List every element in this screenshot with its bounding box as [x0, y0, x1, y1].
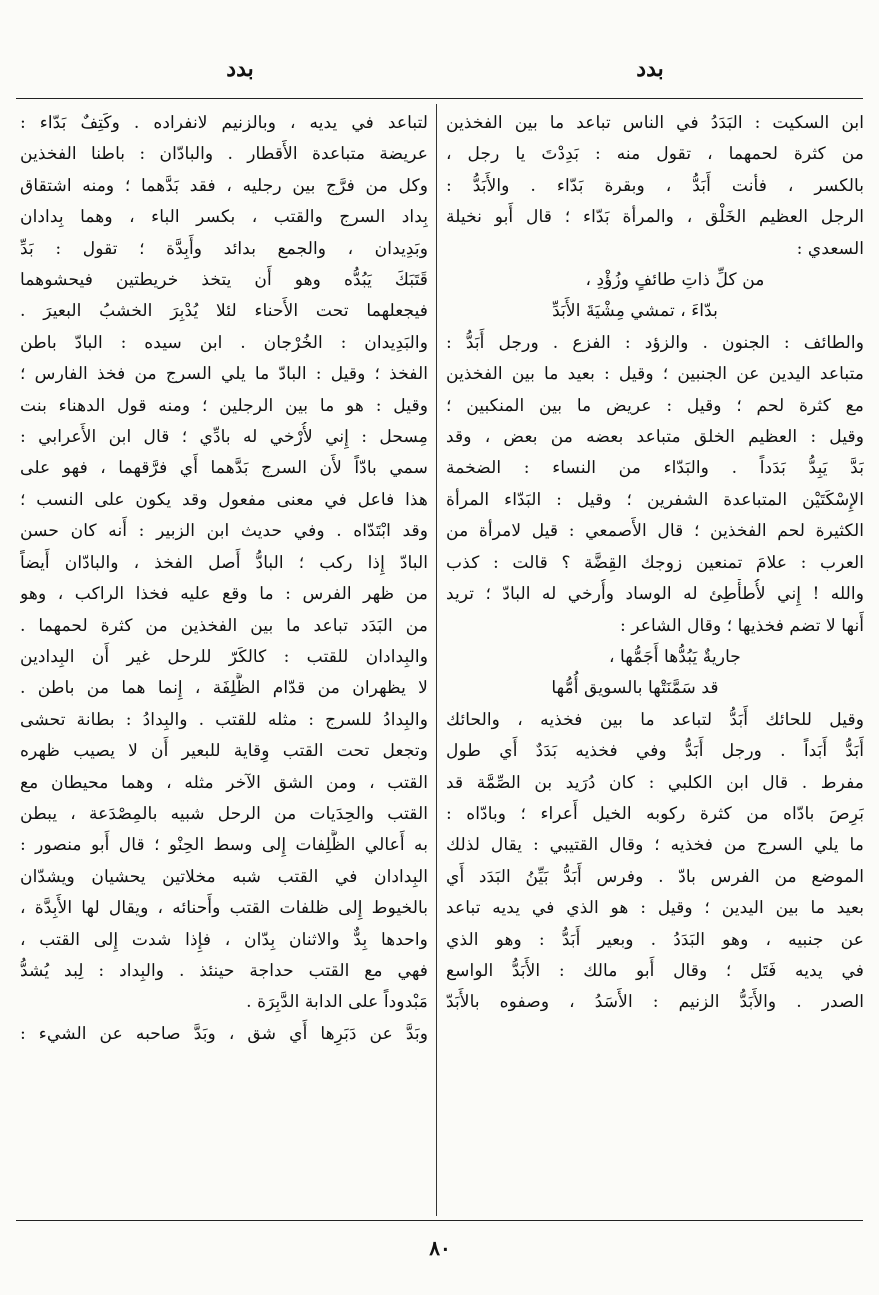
- text-line: ما يلي السرج من فخذيه ؛ وقال القتيبي : يقال لذلك: [446, 835, 864, 856]
- text-line: به أَعالي الظَّلِفات إِلى وسط الحِنْو ؛ قال أَبو منصور :: [20, 835, 428, 856]
- text-line: مع كثرة لحم ؛ وقيل : عريض ما بين المنكبين ؛: [446, 395, 864, 416]
- text-line: البادّ إِذا ركب ؛ البادُّ أَصل الفخذ ، والبادّان أَيضاً: [20, 552, 428, 573]
- verse-line: قد سَمَّنَتْها بالسويق أُمُّها: [551, 678, 719, 699]
- text-line: مَبْدوداً على الدابة الدَّبِرَة .: [246, 992, 428, 1013]
- text-line: لا يظهران من قدّام الظَّلِفَة ، إِنما هما من باطن .: [20, 678, 428, 699]
- verse-line: بدّاءَ ، تمشي مِشْيَةَ الأَبَدِّ: [552, 301, 718, 322]
- text-line: وقيل : العظيم الخلق متباعد بعضه من بعض ، وقد: [446, 427, 864, 448]
- text-line: أَبَدُّ أَبَداً . ورجل أَبَدُّ وفي فخذيه بَدَدٌ أَي طول: [446, 741, 864, 762]
- text-line: أَنها لا تضم فخذيها ؛ وقال الشاعر :: [620, 615, 864, 636]
- text-line: والله ! إِني لأُطأْطِئ له الوساد وأُرخي له البادّ ؛ تريد: [446, 584, 864, 605]
- text-line: والبِدادان للقتب : كالكَرّ للرحل غير أَن البِدادين: [20, 646, 428, 667]
- text-line: قَتَبَكَ يَبُدُّه وهو أَن يتخذ خريطتين فيحشوهما: [20, 270, 428, 291]
- page-number: ٨٠: [429, 1236, 451, 1260]
- text-line: بالخيوط إِلى ظلفات القتب وأَحنائه ، ويقال لها الأَبِدَّة ،: [20, 898, 428, 919]
- text-line: بِداد السرج والقتب ، بكسر الباء ، وهما بِدادان: [20, 207, 428, 228]
- text-line: الفخذ ؛ وقيل : البادّ ما يلي السرج من فخذ الفارس ؛: [20, 364, 428, 385]
- text-line: وبَدَّ عن دَبَرِها أَي شق ، وبَدَّ صاحبه عن الشيء :: [20, 1023, 428, 1044]
- right-column: [446, 108, 864, 1208]
- verse-line: من كلِّ ذاتِ طائفٍ وزُؤْدِ ،: [585, 270, 765, 291]
- column-divider: [436, 104, 437, 1216]
- text-line: بعيد ما بين اليدين ؛ وقيل : هو الذي في يديه تباعد: [446, 898, 864, 919]
- running-head-left: بدد: [226, 56, 254, 82]
- text-line: من ظهر الفرس : ما وقع عليه فخذا الراكب ، وهو: [20, 584, 428, 605]
- text-line: والبِدادُ للسرج : مثله للقتب . والبِدادُ : بطانة تحشى: [20, 709, 428, 730]
- text-line: من البَدَد تباعد ما بين الفخذين من كثرة لحمهما .: [20, 615, 428, 636]
- text-line: وكل من فرَّج بين رجليه ، فقد بَدَّهما ؛ ومنه اشتقاق: [20, 175, 428, 196]
- text-line: فهي مع القتب حداجة حينئذ . والبِداد : لِبد يُشدُّ: [20, 960, 428, 981]
- text-line: في يديه فَتَل ؛ وقال أَبو مالك : الأَبَدُّ الواسع: [446, 960, 864, 981]
- text-line: الإِسْكَتَيْن المتباعدة الشفرين ؛ وقيل : البَدّاء المرأة: [446, 489, 864, 510]
- text-line: عريضة متباعدة الأَقطار . والبادّان : باطنا الفخذين: [20, 144, 428, 165]
- text-line: ابن السكيت : البَدَدُ في الناس تباعد ما بين الفخذين: [446, 113, 864, 133]
- text-line: مِسحل : إِني لأُرْخي له بادِّي ؛ قال ابن الأَعرابي :: [20, 427, 428, 448]
- text-line: القتب ، ومن الشق الآخر مثله ، وهما محيطان مع: [20, 772, 428, 793]
- text-line: الصدر . والأَبَدُّ الزنيم : الأَسَدُ ، وصفوه بالأَبَدّ: [446, 992, 864, 1013]
- text-line: الموضع من الفرس بادّ . وفرس أَبَدُّ بَيِّنُ البَدَد أَي: [446, 866, 864, 887]
- text-line: وقد ابْتَدّاه . وفي حديث ابن الزبير : أَنه كان حسن: [20, 521, 428, 542]
- running-head-right: بدد: [636, 56, 664, 82]
- text-line: والبَدِيدان : الخُرْجان . ابن سيده : البادّ باطن: [20, 332, 428, 353]
- text-line: لتباعد في يديه ، وبالزنيم لانفراده . وكَتِفٌ بَدّاء :: [20, 113, 428, 133]
- text-line: عن جنبيه ، وهو البَدَدُ . وبعير أَبَدُّ : وهو الذي: [446, 929, 864, 950]
- text-line: والطائف : الجنون . والزؤد : الفزع . ورجل أَبَدُّ :: [446, 332, 864, 353]
- text-line: القتب والحِدَيات من الرحل شبيه بالمِصْدَعة ، يبطن: [20, 803, 428, 824]
- text-line: وقيل : هو ما بين الرجلين ؛ ومنه قول الدهناء بنت: [20, 395, 428, 416]
- text-line: العرب : علامَ تمنعين زوجك القِضَّة ؟ قالت : كذب: [446, 552, 864, 573]
- text-line: البِدادان في القتب شبه مخلاتين يحشيان ويشدّان: [20, 866, 428, 887]
- text-line: وبَدِيدان ، والجمع بدائد وأَبِدَّة ؛ تقول : بَدِّ: [20, 238, 428, 259]
- text-line: بَرِصَ بادّاه من كثرة ركوبه الخيل أَعراء ؛ وبادّاه :: [446, 803, 864, 824]
- text-line: من كثرة لحمهما ، تقول منه : بَدِدْتَ يا رجل ،: [446, 144, 864, 165]
- verse-line: جاريةٌ يَبُدُّها أَجَمُّها ،: [609, 646, 741, 667]
- text-line: الكثيرة لحم الفخذين ؛ قال الأَصمعي : قيل لامرأة من: [446, 521, 864, 542]
- text-line: بالكسر ، فأنت أَبَدُّ ، وبقرة بَدّاء . والأَبَدُّ :: [446, 175, 864, 196]
- text-line: هذا فاعل في معنى مفعول وقد يكون على النسب ؛: [20, 489, 428, 510]
- text-line: فيجعلهما تحت الأَحناء لئلا يُدْبِرَ الخشبُ البعيرَ .: [20, 301, 428, 322]
- text-line: مفرط . قال ابن الكلبي : كان دُرَيد بن الصِّمَّة قد: [446, 772, 864, 793]
- text-line: وتجعل تحت القتب وِقاية للبعير أَن لا يصيب ظهره: [20, 741, 428, 762]
- left-column: [20, 108, 428, 1208]
- text-line: الرجل العظيم الخَلْق ، والمرأة بَدّاء ؛ قال أَبو نخيلة: [446, 207, 864, 228]
- text-line: وقيل للحائك أَبَدُّ لتباعد ما بين فخذيه ، والحائك: [446, 709, 864, 730]
- text-line: واحدها بِدٌّ والاثنان بِدّان ، فإِذا شدت إِلى القتب ،: [20, 929, 428, 950]
- text-line: متباعد اليدين عن الجنبين ؛ وقيل : بعيد ما بين الفخذين: [446, 364, 864, 385]
- header-rule: [16, 98, 863, 99]
- text-line: بَدَّ يَبِدُّ بَدَداً . والبَدّاء من النساء : الضخمة: [446, 458, 864, 479]
- text-line: سمي بادّاً لأَن السرج بَدَّهما أَي فرَّقهما ، فهو على: [20, 458, 428, 479]
- footer-rule: [16, 1220, 863, 1221]
- text-line: السعدي :: [796, 238, 864, 259]
